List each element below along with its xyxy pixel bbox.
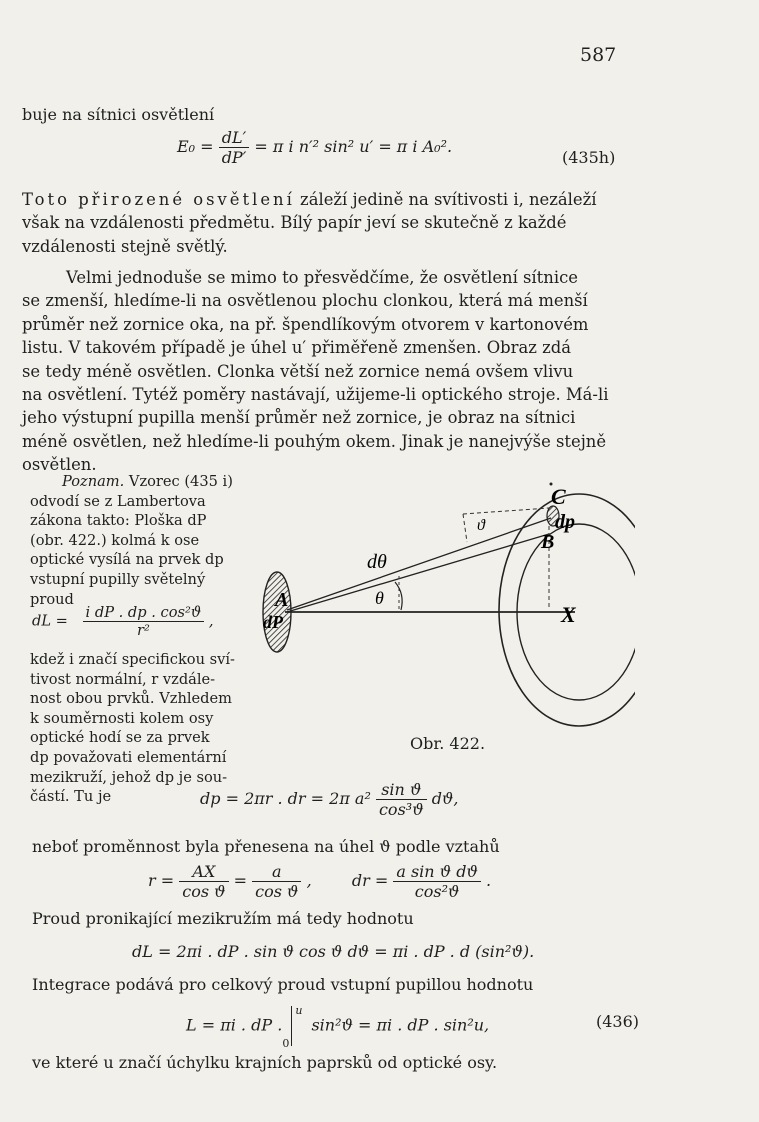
equation-dL-ring: dL = 2πi . dP . sin ϑ cos ϑ dϑ = πi . dP . d (sin²ϑ). <box>132 942 535 961</box>
intro-line: buje na sítnici osvětlení <box>22 105 215 124</box>
label-vartheta: ϑ <box>477 517 485 534</box>
substitution-line: neboť proměnnost byla přenesena na úhel ϑ podle vztahů <box>32 837 500 856</box>
equation-number: (435h) <box>562 148 616 167</box>
evaluation-bar: u 0 <box>291 1006 306 1046</box>
eq-lhs: E₀ = <box>177 137 214 156</box>
flux-line: Proud pronikající mezikružím má tedy hodnotu <box>32 909 414 928</box>
label-theta: θ <box>375 588 384 608</box>
equation-number-436: (436) <box>596 1012 640 1031</box>
side-note-continued: kdež i značí specifickou sví- tivost normální, r vzdále- nost obou prvků. Vzhledem k souměrnosti kolem osy optické hodí se za prvek dp považovati elementární mezikruží, jehož dp je sou- částí. Tu je <box>30 651 235 806</box>
label-A: A <box>275 589 289 611</box>
equation-dp: dp = 2πr . dr = 2π a² $\frac{\text{sin ϑ}}{\text{cos³ϑ}}$ dϑ, <box>200 780 459 819</box>
equation-436: L = πi . dP . u 0 sin²ϑ = πi . dP . sin²u, <box>186 1004 490 1050</box>
equation-r: r = $\frac{AX}{\text{cos ϑ}}$ = $\frac{a}{\text{cos ϑ}}$ , dr = $\frac{\text{a sin ϑ dϑ}}{\text{cos²ϑ}}$ . <box>148 862 492 901</box>
equation-435h <box>177 128 452 167</box>
label-X: X <box>561 602 576 627</box>
figure-caption: Obr. 422. <box>410 734 486 753</box>
paragraph-2: Velmi jednoduše se mimo to přesvědčíme, že osvětlení sítnice se zmenší, hledíme-li na osvětlenou plochu clonkou, která má menší průměr než zornice oka, na př. špendlíkovým otvorem v kartonovém listu. V takovém případě je úhel u′ přiměřeně zmenšen. Obraz zdá se tedy méně osvětlen. Clonka větší než zornice nemá ovšem vlivu na osvětlení. Tytéž poměry nastávají, užijeme-li optického stroje. Má-li jeho výstupní pupilla menší průměr než zornice, je obraz na sítnici méně osvětlen, než hledíme-li pouhým okem. Jinak je nanejvýše stejně osvětlen. <box>22 268 609 475</box>
note-label: Poznam. <box>62 473 125 490</box>
note-equation: dL = $\frac{\text{i dP . dp . cos²ϑ}}{\text{r²}}$ , <box>32 604 214 639</box>
integration-line: Integrace podává pro celkový proud vstupní pupillou hodnotu <box>32 975 534 994</box>
label-C: C <box>551 484 566 509</box>
page-number: 587 <box>580 44 617 66</box>
paragraph-1: Toto přirozené osvětlení záleží jedině na svítivosti i, nezáleží však na vzdálenosti předmětu. Bílý papír jeví se skutečně z každé vzdálenosti stejně světlý. <box>22 190 597 256</box>
figure-422 <box>255 470 635 730</box>
eq-rhs: = π i n′² sin² u′ = π i A₀². <box>254 137 453 156</box>
label-B: B <box>541 531 555 553</box>
eq-fraction: $\frac{dL'}{dP'}$ <box>219 128 250 167</box>
label-dP: dP <box>263 612 283 632</box>
ray-lower <box>287 534 549 612</box>
ray-upper <box>287 518 551 610</box>
emphasis-text: Toto přirozené osvětlení <box>22 190 295 209</box>
label-dp: dp <box>555 511 575 533</box>
side-note: Poznam. Vzorec (435 i) odvodí se z Lambertova zákona takto: Ploška dP (obr. 422.) kolmá k ose optické vysílá na prvek dp vstupní pupilly světelný proud <box>30 473 233 608</box>
last-line: ve které u značí úchylku krajních paprsků od optické osy. <box>32 1053 498 1072</box>
label-dtheta: dθ <box>367 551 387 573</box>
